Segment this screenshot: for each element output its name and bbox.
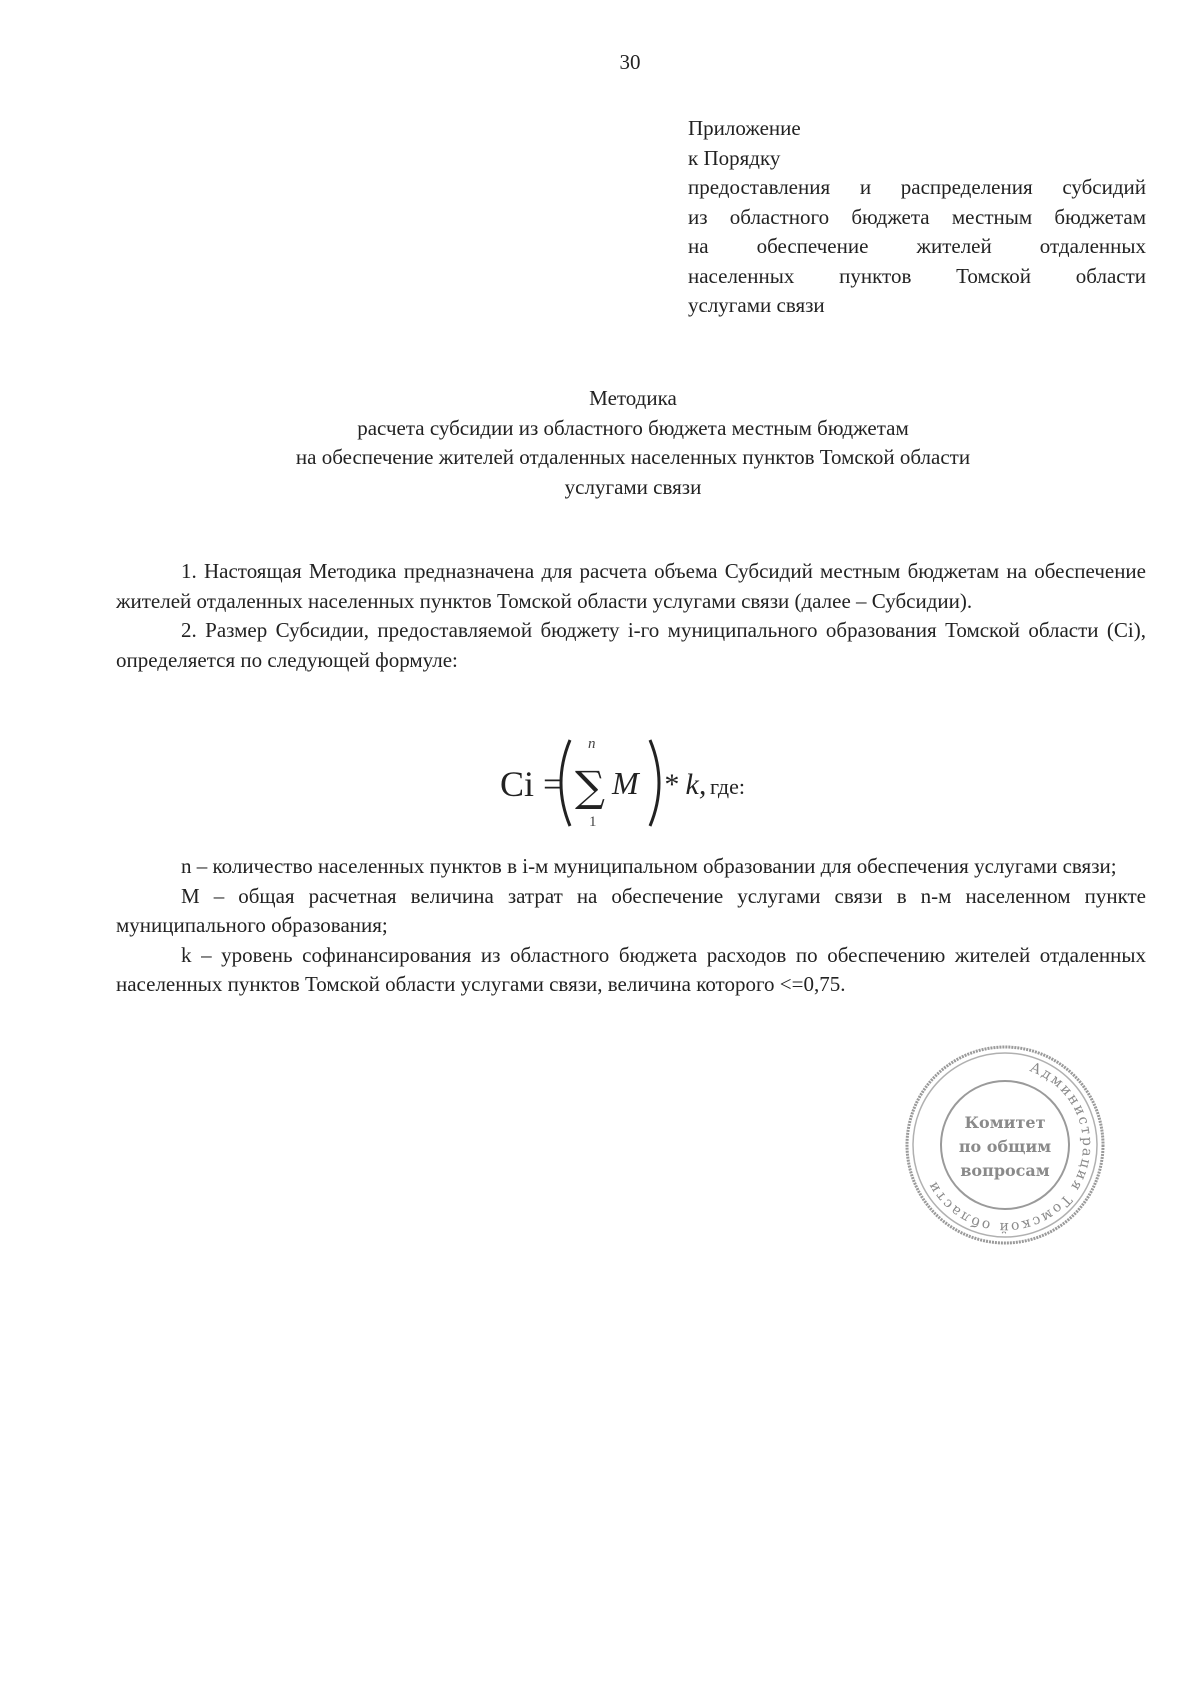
stamp-line-1: Комитет bbox=[964, 1113, 1046, 1132]
upper-limit: n bbox=[588, 736, 596, 752]
left-paren bbox=[561, 740, 570, 826]
definition-m: M – общая расчетная величина затрат на обеспечение услугами связи в n-м населенном пункте муниципального образования; bbox=[116, 883, 1146, 937]
title-line: услугами связи bbox=[564, 474, 702, 499]
lower-limit: 1 bbox=[589, 814, 597, 830]
subsidy-formula bbox=[500, 728, 800, 838]
paragraph-2: 2. Размер Субсидии, предоставляемой бюджету i-го муниципального образования Томской области (Ci), определяется по следующей формуле: bbox=[116, 618, 1146, 672]
body-text bbox=[116, 557, 1146, 675]
sum-sign: ∑ bbox=[575, 762, 605, 811]
appendix-line: на обеспечение жителей отдаленных bbox=[688, 234, 1146, 258]
appendix-line: Приложение bbox=[688, 116, 801, 140]
appendix-line: из областного бюджета местным бюджетам bbox=[688, 204, 1146, 229]
stamp-ring-text: Администрация Томской области bbox=[924, 1059, 1096, 1236]
title-line: расчета субсидии из областного бюджета местным бюджетам bbox=[357, 415, 909, 440]
appendix-line: услугами связи bbox=[688, 293, 825, 317]
sum-term: M bbox=[612, 765, 639, 801]
official-stamp bbox=[900, 1040, 1110, 1250]
definition-n: n – количество населенных пунктов в i-м муниципальном образовании для обеспечения услугами связи; bbox=[181, 854, 1117, 878]
title-line: на обеспечение жителей отдаленных населенных пунктов Томской области bbox=[295, 445, 971, 469]
document-title bbox=[120, 384, 1146, 502]
formula-multiplier: * k, bbox=[663, 768, 707, 801]
appendix-line: населенных пунктов Томской области bbox=[688, 263, 1146, 288]
stamp-line-3: вопросам bbox=[960, 1161, 1050, 1180]
paragraph-1: 1. Настоящая Методика предназначена для расчета объема Субсидий местным бюджетам на обеспечение жителей отдаленных населенных пунктов Томской области услугами связи (далее – Субсидии). bbox=[116, 559, 1146, 613]
right-paren bbox=[650, 740, 659, 826]
formula-suffix: где: bbox=[710, 774, 745, 799]
appendix-line: предоставления и распределения субсидий bbox=[688, 175, 1146, 199]
formula-lhs: Ci = bbox=[500, 764, 564, 804]
definitions bbox=[116, 852, 1146, 1000]
page-number: 30 bbox=[619, 50, 641, 74]
title-line: Методика bbox=[589, 386, 677, 410]
appendix-header bbox=[688, 114, 1146, 321]
appendix-line: к Порядку bbox=[688, 145, 781, 170]
definition-k: k – уровень софинансирования из областного бюджета расходов по обеспечению жителей отдаленных населенных пунктов Томской области услугами связи, величина которого <=0,75. bbox=[116, 942, 1146, 996]
stamp-line-2: по общим bbox=[958, 1137, 1052, 1156]
